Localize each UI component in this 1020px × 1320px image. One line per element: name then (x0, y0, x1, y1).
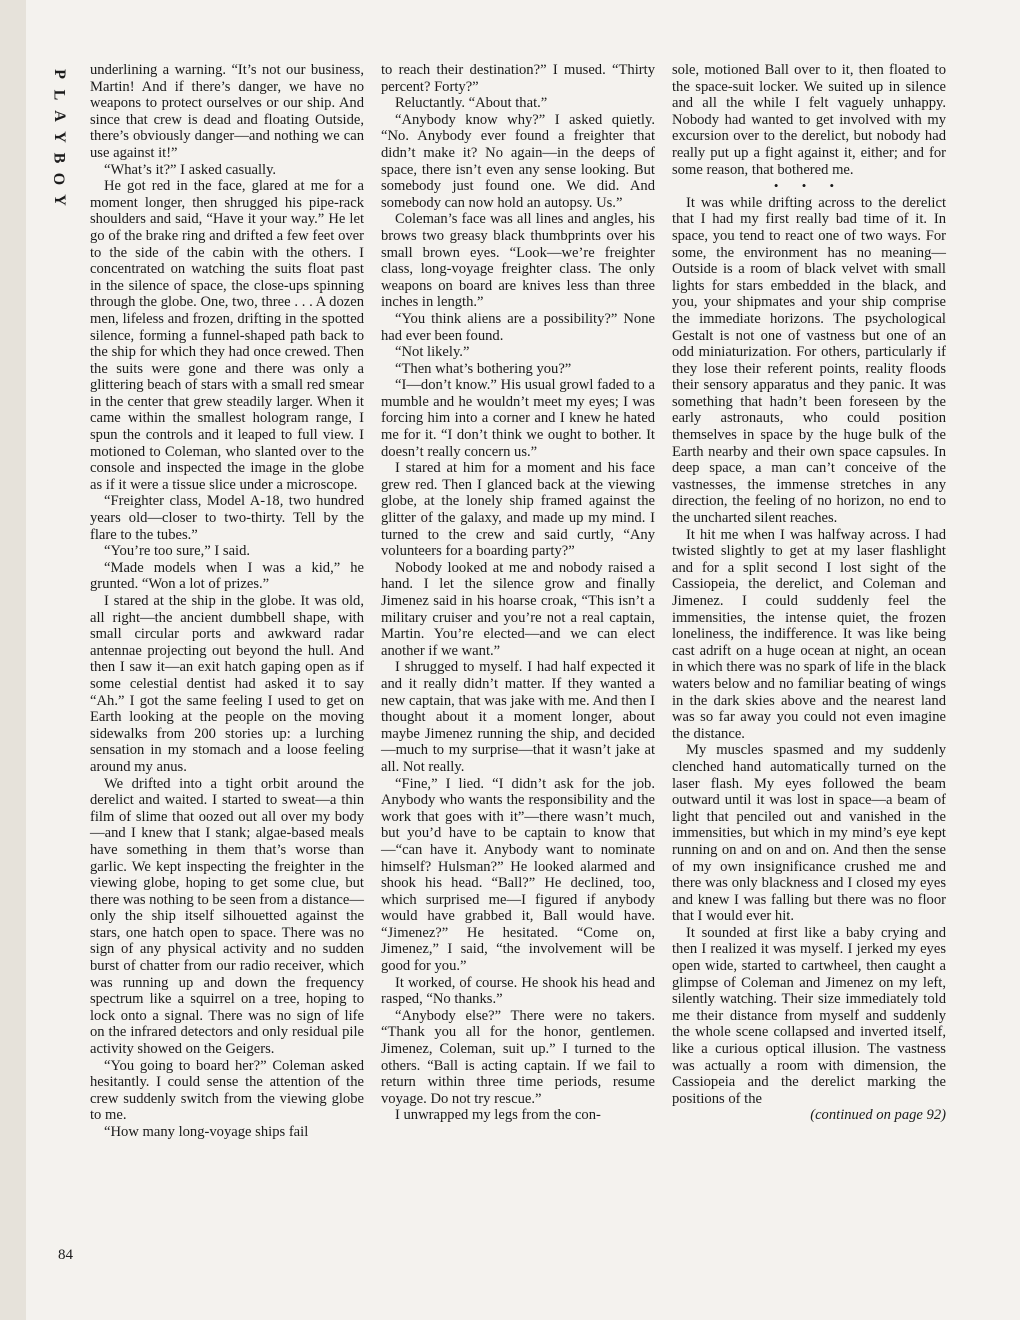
paragraph: My muscles spasmed and my suddenly clenched hand automatically turned on the laser flash. My eyes followed the beam outward until it was lost in space—a beam of light that penciled out and vanished in the immensities, but which in my mind’s eye kept running on and on and on. And then the sense of my own insignificance crushed me and there was only blackness and I closed my eyes and knew I was falling but there was no floor that I would ever hit. (672, 742, 946, 925)
magazine-letter: O (50, 172, 68, 187)
paragraph: Coleman’s face was all lines and angles, his brows two greasy black thumbprints over his small brown eyes. “Look—we’re freighter class, long-voyage freighter class. The only weapons on board are knives less than three inches in length.” (381, 211, 655, 311)
magazine-letter: P (50, 69, 68, 80)
magazine-letter: A (50, 110, 68, 123)
column-3 (672, 62, 946, 1124)
magazine-letter: Y (50, 194, 68, 207)
paragraph: It worked, of course. He shook his head and rasped, “No thanks.” (381, 974, 655, 1008)
paragraph: “What’s it?” I asked casually. (104, 161, 277, 178)
page-number: 84 (58, 1247, 73, 1263)
paragraph: We drifted into a tight orbit around the derelict and waited. I started to sweat—a thin film of slime that oozed out all over my body—and I knew that I stank; algae-based meals have something in them that’s worse than garlic. We kept inspecting the freighter in the viewing globe, hoping to get some clue, but there was nothing to be seen from a distance—only the ship itself silhouetted against the stars, one hatch open to space. There was no sign of any physical activity and no sudden burst of chatter from our radio receiver, which was running up and down the frequency spectrum like a squirrel on a tree, hoping to lock onto a signal. There was no sign of life on the infrared detectors and only residual pile activity showed on the Geigers. (90, 775, 364, 1058)
paragraph: underlining a warning. “It’s not our business, Martin! And if there’s danger, we have no weapons to protect ourselves or our ship. And since that crew is dead and floating Outside, there’s obviously danger—and nothing we can use against it!” (90, 62, 364, 161)
paragraph: I stared at the ship in the globe. It was old, all right—the ancient dumbbell shape, with small circular ports and awkward radar antennae projecting out beyond the hull. And then I saw it—an exit hatch gaping open as if some celestial dentist had asked it to say “Ah.” I got the same feeling I used to get on Earth looking at the people on the moving sidewalks from 200 stories up: a lurching sensation in my stomach and a loose feeling around my anus. (90, 593, 364, 775)
paragraph: “How many long-voyage ships fail (104, 1124, 309, 1140)
paragraph: “Freighter class, Model A-18, two hundred years old—closer to two-thirty. Tell by the flare to the tubes.” (90, 493, 364, 543)
paragraph: He got red in the face, glared at me for a moment longer, then shrugged his pipe-rack shoulders and said, “Have it your way.” He let go of the brake ring and drifted a few feet over to the side of the cabin with the others. I concentrated on watching the suits float past in the silence of space, the close-ups spinning through the globe. One, two, three . . . A dozen men, lifeless and frozen, drifting in the spotted silence, forming a funnel-shaped path back to the ship for which they had once crewed. Then the suits were gone and there was only a glittering beach of stars with a small red smear in the center that grew steadily larger. When it came within the smallest hologram range, I spun the controls and it leaped to full view. I motioned to Coleman, who slanted over to the console and inspected the image in the globe as if it were a tissue slice under a microscope. (90, 178, 364, 493)
column-1 (90, 62, 364, 1141)
paragraph: Reluctantly. “About that.” (395, 95, 548, 112)
paragraph: “You think aliens are a possibility?” None had ever been found. (381, 310, 655, 344)
paragraph: “You going to board her?” Coleman asked hesitantly. I could sense the attention of the crew suddenly switch from the viewing globe to me. (90, 1057, 364, 1124)
section-break-ornament: • • • (773, 178, 845, 194)
paragraph: It sounded at first like a baby crying and then I realized it was myself. I jerked my eyes open wide, started to cartwheel, then caught a glimpse of Coleman and Jimenez on my left, silently watching. Their size immediately told me their distance from myself and suddenly the whole scene collapsed and inverted itself, like a curious optical illusion. The vastness was actually a room with dimension, the Cassiopeia and the derelict marking the positions of the (672, 924, 946, 1107)
paragraph: “You’re too sure,” I said. (104, 543, 251, 560)
paragraph: “Made models when I was a kid,” he grunted. “Won a lot of prizes.” (90, 559, 364, 593)
paragraph: I shrugged to myself. I had half expected it and it really didn’t matter. If they wanted a new captain, that was jake with me. And then I thought about it a moment longer, about maybe Jimenez running the ship, and decided—much to my surprise—that it wasn’t jake at all. Not really. (381, 659, 655, 775)
paragraph: Nobody looked at me and nobody raised a hand. I let the silence grow and finally Jimenez said in his hoarse croak, “This isn’t a military cruiser and you’re not a real captain, Martin. You’re elected—and we can elect another if we want.” (381, 559, 655, 659)
column-2 (381, 62, 655, 1124)
paragraph: It hit me when I was halfway across. I had twisted slightly to get at my laser flashlight and for a split second I lost sight of the Cassiopeia, the derelict, and Coleman and Jimenez. I could suddenly feel the immensities, the intense quiet, the frozen loneliness, the indifference. It was like being cast adrift on a huge ocean at night, an ocean in which there was no spark of life in the black waters below and no familiar beating of wings in the dark skies above and the nearest land was so far away you could not even imagine the distance. (672, 526, 946, 742)
continued-note: (continued on page 92) (810, 1107, 946, 1124)
paragraph: to reach their destination?” I mused. “Thirty percent? Forty?” (381, 62, 655, 95)
paragraph: “Then what’s bothering you?” (395, 360, 572, 377)
paragraph: It was while drifting across to the derelict that I had my first really bad time of it. In space, you tend to react one of two ways. For some, the environment has no meaning—Outside is a room of black velvet with small lights for stars embedded in the black, and you, your shipmates and your ship comprise the immediate horizons. The psychological Gestalt is not one of vastness but one of an odd miniaturization. For others, particularly if they lose their referent points, reality floods their sensory apparatus and they panic. It was something that hadn’t been foreseen by the early astronauts, who could position themselves in space by the huge bulk of the Earth nearby and their own space capsules. In deep space, a man can’t conceive of the vastnesses, the immense stretches in any direction, the feeling of no horizon, no end to the uncharted silent reaches. (672, 194, 946, 527)
paragraph: “Fine,” I lied. “I didn’t ask for the job. Anybody who wants the responsibility and the work that goes with it”—there wasn’t much, but you’d have to be captain to know that—“can have it. Anybody want to nominate himself? Hulsman?” He looked alarmed and shook his head. “Ball?” He declined, too, which surprised me—I figured if anybody would have grabbed it, Ball would have. “Jimenez?” He hesitated. “Come on, Jimenez,” I said, “the involvement will be good for you.” (381, 775, 655, 975)
magazine-letter: Y (50, 131, 68, 144)
paragraph: I unwrapped my legs from the con- (395, 1107, 601, 1124)
paragraph: “I—don’t know.” His usual growl faded to a mumble and he wouldn’t meet my eyes; I was forcing him into a corner and I knew he hated me for it. “I don’t think we ought to bother. It doesn’t really concern us.” (381, 377, 655, 460)
paragraph: “Anybody else?” There were no takers. “Thank you all for the honor, gentlemen. Jimenez, Coleman, suit up.” I turned to the others. “Ball is acting captain. If we fail to return within three time periods, resume voyage. Do not try rescue.” (381, 1007, 655, 1107)
paragraph: sole, motioned Ball over to it, then floated to the space-suit locker. We suited up in silence and all the while I felt vaguely unhappy. Nobody had wanted to get involved with my excursion over to the derelict, but nobody had really put up a fight against it, either; and for some reason, that bothered me. (672, 62, 946, 178)
paragraph: “Not likely.” (395, 344, 470, 361)
article-body (0, 62, 1020, 1320)
magazine-letter: L (50, 89, 68, 102)
paragraph: “Anybody know why?” I asked quietly. “No. Anybody ever found a freighter that didn’t make it? No again—in the deeps of space, there isn’t even any sense looking. But somebody just found one. We did. And somebody can now hold an autopsy. Us.” (381, 111, 655, 211)
paragraph: I stared at him for a moment and his face grew red. Then I glanced back at the viewing globe, at the lonely ship framed against the glitter of the galaxy, and made up my mind. I turned to the crew and said curtly, “Any volunteers for a boarding party?” (381, 460, 655, 560)
magazine-letter: B (50, 152, 68, 165)
